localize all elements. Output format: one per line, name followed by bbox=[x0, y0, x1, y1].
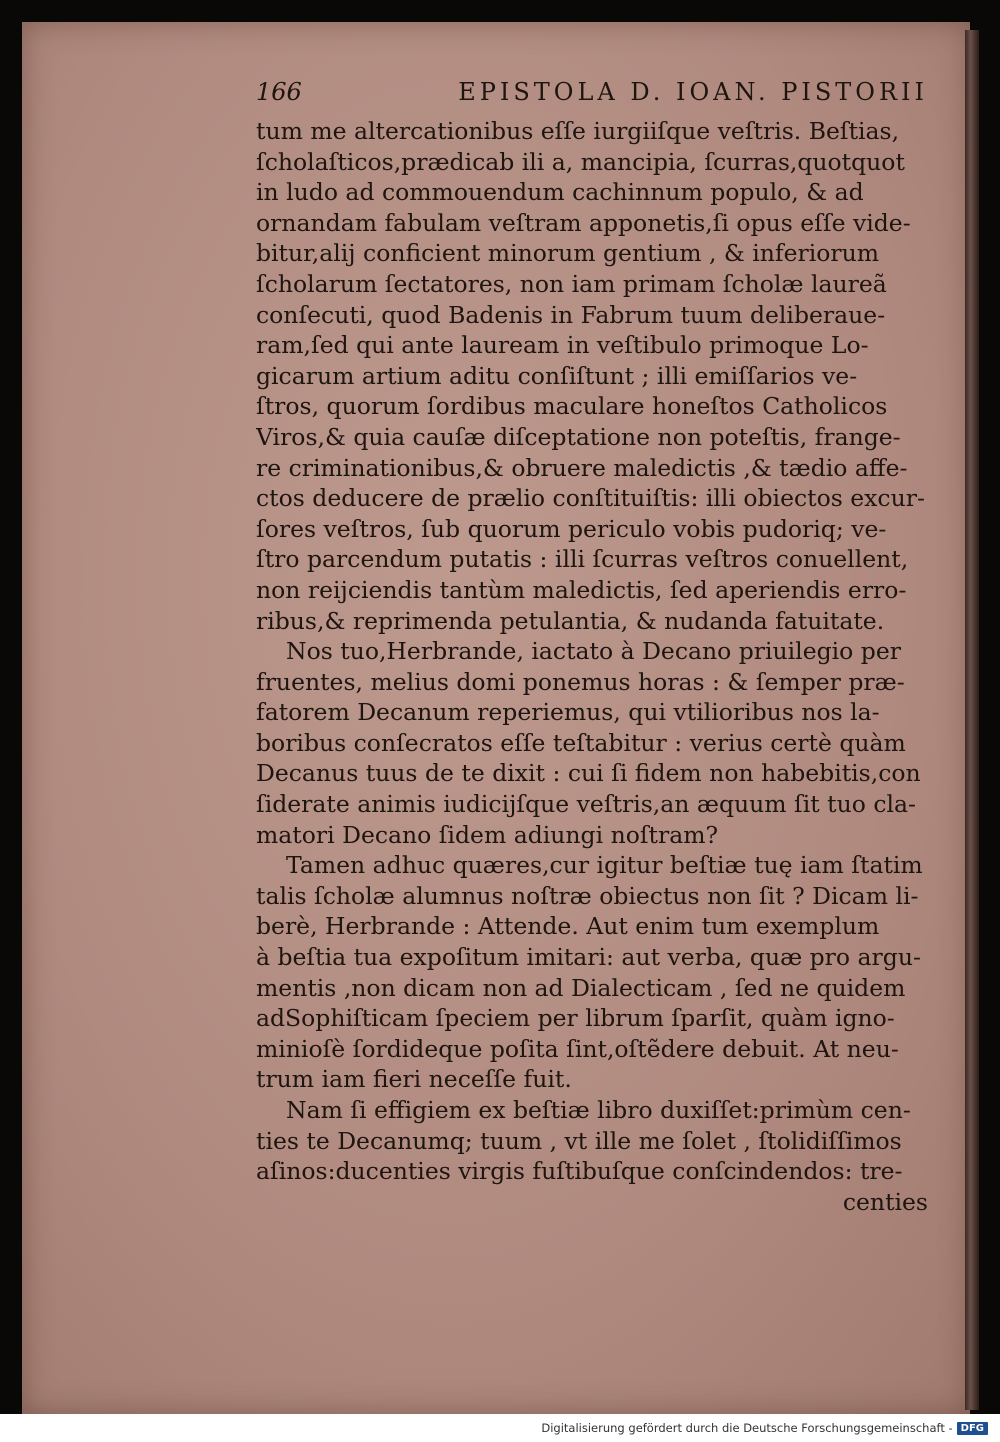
text-line: ornandam fabulam veſtram apponetis,ſi opus eſſe vide- bbox=[256, 208, 911, 237]
text-line: ribus,& reprimenda petulantia, & nudanda fatuitate. bbox=[256, 606, 885, 635]
text-line: ſiderate animis iudicijſque veſtris,an æquum ſit tuo cla- bbox=[256, 790, 916, 819]
text-line: ſcholaſticos,prædicab ili a, mancipia, ſcurras,quotquot bbox=[256, 147, 905, 176]
running-head bbox=[256, 78, 928, 114]
page-number: 166 bbox=[256, 78, 302, 106]
paragraph-start-line: Nos tuo,Herbrande, iactato à Decano priuilegio per bbox=[286, 637, 901, 666]
text-line: adSophiſticam ſpeciem per librum ſparſit, quàm igno- bbox=[256, 1004, 895, 1033]
text-line: ties te Decanumq; tuum , vt ille me ſolet , ſtolidiſſimos bbox=[256, 1126, 902, 1155]
catchword: centies bbox=[842, 1187, 928, 1216]
text-line: matori Decano ſidem adiungi noſtram? bbox=[256, 820, 719, 849]
text-line: ram,ſed qui ante lauream in veſtibulo primoque Lo- bbox=[256, 331, 869, 360]
text-line: boribus conſecratos eſſe teſtabitur : verius certè quàm bbox=[256, 728, 906, 757]
text-line: gicarum artium aditu conſiſtunt ; illi emiſſarios ve- bbox=[256, 361, 858, 390]
text-line: ſores veſtros, ſub quorum periculo vobis pudoriq; ve- bbox=[256, 514, 887, 543]
page-edge bbox=[965, 30, 979, 1410]
text-line: berè, Herbrande : Attende. Aut enim tum exemplum bbox=[256, 912, 880, 941]
paragraph-start-line: Tamen adhuc quæres,cur igitur beſtiæ tuę iam ſtatim bbox=[286, 851, 923, 880]
text-line: aſinos:ducenties virgis fuſtibuſque conſcindendos: tre- bbox=[256, 1157, 903, 1186]
text-line: ſtro parcendum putatis : illi ſcurras veſtros conuellent, bbox=[256, 545, 909, 574]
text-line: in ludo ad commouendum cachinnum populo, & ad bbox=[256, 178, 864, 207]
text-line: Decanus tuus de te dixit : cui ſi fidem non habebitis,con bbox=[256, 759, 921, 788]
text-line: ctos deducere de prælio conſtituiſtis: illi obiectos excur- bbox=[256, 484, 925, 513]
text-line: fatorem Decanum reperiemus, qui vtilioribus nos la- bbox=[256, 698, 880, 727]
text-line: trum iam fieri neceſſe fuit. bbox=[256, 1065, 572, 1094]
text-line: re criminationibus,& obruere maledictis ,& tædio affe- bbox=[256, 453, 908, 482]
page-text bbox=[256, 78, 928, 1217]
text-line: Viros,& quia cauſæ diſceptatione non poteſtis, frange- bbox=[256, 422, 901, 451]
text-line: minioſè ſordideque poſita ſint,oſtẽdere debuit. At neu- bbox=[256, 1034, 899, 1063]
text-line: à beſtia tua expoſitum imitari: aut verba, quæ pro argu- bbox=[256, 943, 921, 972]
text-line: conſecuti, quod Badenis in Fabrum tuum deliberaue- bbox=[256, 300, 886, 329]
footer-credit: Digitalisierung gefördert durch die Deutsche Forschungsgemeinschaft - bbox=[541, 1421, 953, 1435]
paragraph-start-line: Nam ſi effigiem ex beſtiæ libro duxiſſet:primùm cen- bbox=[286, 1096, 911, 1124]
text-line: talis ſcholæ alumnus noſtræ obiectus non ſit ? Dicam li- bbox=[256, 881, 919, 910]
digitization-footer bbox=[0, 1414, 1000, 1442]
text-line: ſtros, quorum ſordibus maculare honeſtos Catholicos bbox=[256, 392, 888, 421]
dfg-logo: DFG bbox=[957, 1422, 988, 1435]
text-line: ſcholarum ſectatores, non iam primam ſcholæ laureã bbox=[256, 269, 887, 298]
text-line: bitur,alij conficient minorum gentium , & inferiorum bbox=[256, 239, 880, 268]
text-line: tum me altercationibus eſſe iurgiiſque veſtris. Beſtias, bbox=[256, 117, 900, 145]
text-line: mentis ,non dicam non ad Dialecticam , ſed ne quidem bbox=[256, 973, 906, 1002]
text-line: non reijciendis tantùm maledictis, ſed aperiendis erro- bbox=[256, 575, 907, 604]
text-line: fruentes, melius domi ponemus horas : & ſemper præ- bbox=[256, 667, 905, 696]
running-title: EPISTOLA D. IOAN. PISTORII bbox=[458, 78, 928, 106]
